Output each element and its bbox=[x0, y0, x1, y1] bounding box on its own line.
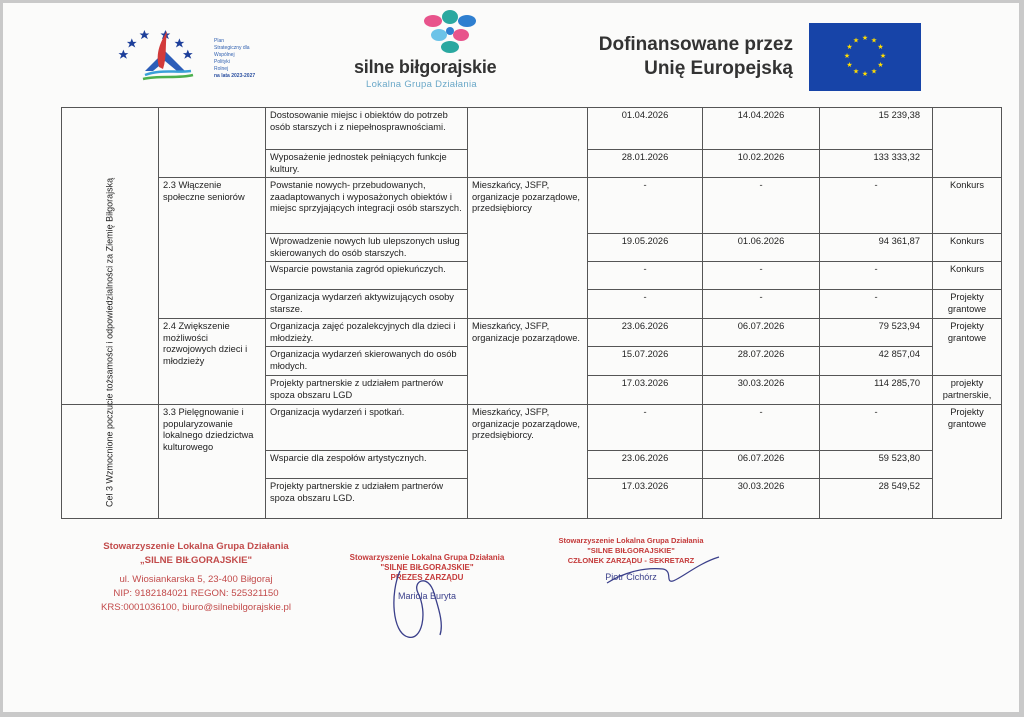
amount-cell: - bbox=[820, 290, 933, 319]
secretary-stamp: Stowarzyszenie Lokalna Grupa Działania "SILNE BIŁGORAJSKIE" CZŁONEK ZARZĄDU - SEKRETARZ Piotr Cichórz bbox=[556, 536, 706, 582]
lgd-flower-logo bbox=[415, 7, 485, 57]
subgoal-cell: 3.3 Pielęgnowanie i popularyzowanie lokalnego dziedzictwa kulturowego bbox=[159, 405, 266, 519]
start-date-cell: 28.01.2026 bbox=[588, 150, 703, 178]
svg-text:★: ★ bbox=[852, 36, 860, 45]
table-row bbox=[62, 178, 1002, 234]
target-cell: Mieszkańcy, JSFP, organizacje pozarządowe, przedsiębiorcy. bbox=[468, 405, 588, 519]
amount-cell: 94 361,87 bbox=[820, 234, 933, 262]
svg-text:★: ★ bbox=[877, 43, 884, 51]
end-date-cell: 14.04.2026 bbox=[703, 108, 820, 150]
end-date-cell: 28.07.2026 bbox=[703, 347, 820, 376]
amount-cell: - bbox=[820, 405, 933, 451]
amount-cell: 42 857,04 bbox=[820, 347, 933, 376]
start-date-cell: 19.05.2026 bbox=[588, 234, 703, 262]
form-cell: Konkurs bbox=[933, 234, 1002, 262]
start-date-cell: - bbox=[588, 178, 703, 234]
form-cell: projekty partnerskie, bbox=[933, 376, 1002, 405]
action-cell: Powstanie nowych- przebudowanych, zaadaptowanych i wyposażonych obiektów i miejsc sprzyjających integracji osób starszych. bbox=[266, 178, 468, 234]
amount-cell: 114 285,70 bbox=[820, 376, 933, 405]
end-date-cell: 30.03.2026 bbox=[703, 376, 820, 405]
svg-text:★: ★ bbox=[879, 52, 887, 60]
action-cell: Wyposażenie jednostek pełniących funkcje kultury. bbox=[266, 150, 468, 178]
action-cell: Wsparcie powstania zagród opiekuńczych. bbox=[266, 262, 468, 290]
signature-scribble-1 bbox=[388, 563, 458, 643]
subgoal-cell-empty bbox=[159, 108, 266, 178]
svg-text:★: ★ bbox=[870, 67, 878, 76]
subgoal-cell: 2.3 Włączenie społeczne seniorów bbox=[159, 178, 266, 319]
start-date-cell: - bbox=[588, 290, 703, 319]
form-cell: Projekty grantowe bbox=[933, 405, 1002, 519]
start-date-cell: 23.06.2026 bbox=[588, 451, 703, 479]
action-cell: Wprowadzenie nowych lub ulepszonych usług skierowanych do osób starszych. bbox=[266, 234, 468, 262]
end-date-cell: - bbox=[703, 178, 820, 234]
end-date-cell: 30.03.2026 bbox=[703, 479, 820, 519]
svg-text:★: ★ bbox=[846, 61, 853, 69]
president-signature: Mariola Buryta bbox=[397, 591, 457, 601]
amount-cell: 28 549,52 bbox=[820, 479, 933, 519]
svg-text:★: ★ bbox=[877, 61, 884, 69]
svg-text:★: ★ bbox=[870, 36, 878, 45]
secretary-signature: Piotr Cichórz bbox=[605, 572, 657, 582]
eu-flag-icon bbox=[809, 23, 921, 91]
action-cell: Organizacja wydarzeń aktywizujących osoby starsze. bbox=[266, 290, 468, 319]
amount-cell: - bbox=[820, 262, 933, 290]
start-date-cell: 01.04.2026 bbox=[588, 108, 703, 150]
target-cell-empty bbox=[468, 108, 588, 178]
plan-logo-text: Plan Strategiczny dla Wspólnej Polityki Rolnej na lata 2023-2027 bbox=[214, 38, 256, 79]
end-date-cell: 06.07.2026 bbox=[703, 319, 820, 347]
amount-cell: 133 333,32 bbox=[820, 150, 933, 178]
form-cell: Projekty grantowe bbox=[933, 290, 1002, 319]
start-date-cell: 15.07.2026 bbox=[588, 347, 703, 376]
form-cell bbox=[933, 108, 1002, 178]
svg-text:★: ★ bbox=[861, 70, 869, 78]
table-row bbox=[62, 405, 1002, 451]
svg-text:★: ★ bbox=[843, 52, 851, 60]
table-row bbox=[62, 319, 1002, 347]
letterhead bbox=[3, 3, 1019, 103]
start-date-cell: 17.03.2026 bbox=[588, 376, 703, 405]
amount-cell: 79 523,94 bbox=[820, 319, 933, 347]
subgoal-cell: 2.4 Zwiększenie możliwości rozwojowych dzieci i młodzieży bbox=[159, 319, 266, 405]
start-date-cell: 23.06.2026 bbox=[588, 319, 703, 347]
start-date-cell: - bbox=[588, 405, 703, 451]
action-cell: Projekty partnerskie z udziałem partnerów spoza obszaru LGD bbox=[266, 376, 468, 405]
president-stamp: Stowarzyszenie Lokalna Grupa Działania "SILNE BIŁGORAJSKIE" PREZES ZARZĄDU Mariola Buryta bbox=[342, 553, 512, 601]
end-date-cell: 06.07.2026 bbox=[703, 451, 820, 479]
start-date-cell: 17.03.2026 bbox=[588, 479, 703, 519]
svg-text:★: ★ bbox=[861, 34, 869, 42]
action-cell: Dostosowanie miejsc i obiektów do potrzeb osób starszych i z niepełnosprawnościami. bbox=[266, 108, 468, 150]
action-cell: Organizacja zajęć pozalekcyjnych dla dzieci i młodzieży. bbox=[266, 319, 468, 347]
goal-3-label: Cel 3 Wzmocnione poczucie tożsamości i odpowiedzialności za Ziemię Biłgorajską bbox=[104, 177, 115, 507]
action-cell: Wsparcie dla zespołów artystycznych. bbox=[266, 451, 468, 479]
form-cell: Projekty grantowe bbox=[933, 319, 1002, 376]
action-cell: Projekty partnerskie z udziałem partnerów spoza obszaru LGD. bbox=[266, 479, 468, 519]
amount-cell: 15 239,38 bbox=[820, 108, 933, 150]
action-cell: Organizacja wydarzeń skierowanych do osób młodych. bbox=[266, 347, 468, 376]
amount-cell: - bbox=[820, 178, 933, 234]
form-cell: Konkurs bbox=[933, 178, 1002, 234]
svg-text:★: ★ bbox=[852, 67, 860, 76]
target-cell: Mieszkańcy, JSFP, organizacje pozarządowe, przedsiębiorcy bbox=[468, 178, 588, 319]
table-row bbox=[62, 108, 1002, 150]
lgd-subtitle: Lokalna Grupa Działania bbox=[366, 79, 477, 90]
form-cell: Konkurs bbox=[933, 262, 1002, 290]
start-date-cell: - bbox=[588, 262, 703, 290]
end-date-cell: 10.02.2026 bbox=[703, 150, 820, 178]
lgd-name: silne biłgorajskie bbox=[354, 57, 497, 77]
signature-scribble-2 bbox=[603, 553, 723, 593]
end-date-cell: 01.06.2026 bbox=[703, 234, 820, 262]
plan-strategiczny-logo bbox=[115, 23, 215, 85]
end-date-cell: - bbox=[703, 405, 820, 451]
document-page bbox=[3, 3, 1019, 712]
end-date-cell: - bbox=[703, 262, 820, 290]
target-cell: Mieszkańcy, JSFP, organizacje pozarządowe. bbox=[468, 319, 588, 405]
amount-cell: 59 523,80 bbox=[820, 451, 933, 479]
activities-table bbox=[61, 107, 1002, 519]
svg-text:★: ★ bbox=[846, 43, 853, 51]
action-cell: Organizacja wydarzeń i spotkań. bbox=[266, 405, 468, 451]
goal-cell bbox=[62, 177, 159, 519]
cofinanced-label: Dofinansowane przez Unię Europejską bbox=[598, 34, 793, 79]
organization-stamp: Stowarzyszenie Lokalna Grupa Działania „SILNE BIŁGORAJSKIE" ul. Wiosiankarska 5, 23-400 Biłgoraj NIP: 9182184021 REGON: 525321150 KRS:0001036100, biuro@silnebilgorajskie.pl bbox=[100, 541, 291, 613]
end-date-cell: - bbox=[703, 290, 820, 319]
